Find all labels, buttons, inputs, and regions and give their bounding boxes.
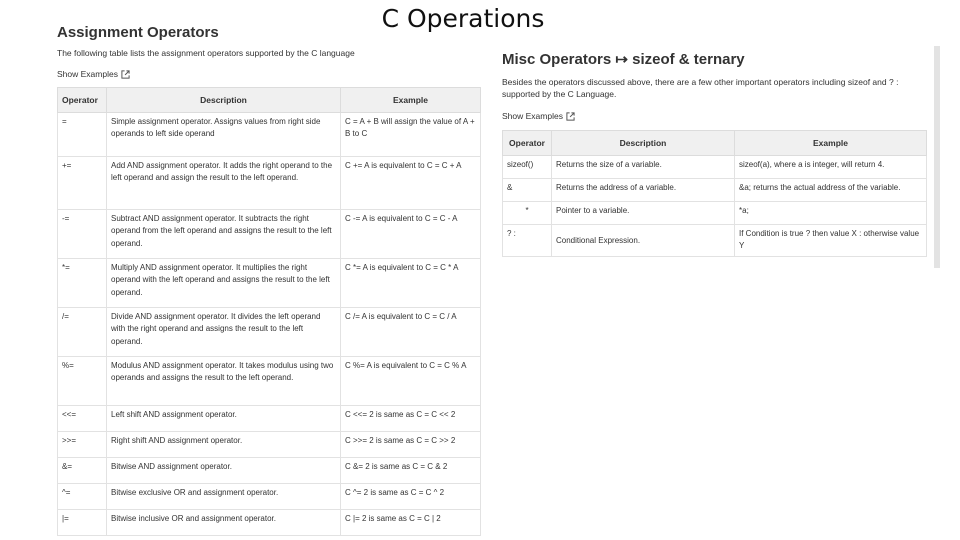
example-cell: *a;	[735, 202, 927, 225]
table-row	[58, 458, 481, 484]
slide-title: C Operations	[381, 4, 545, 33]
operator-cell: %=	[58, 357, 107, 406]
misc-operators-section	[502, 50, 926, 257]
example-cell: sizeof(a), where a is integer, will return 4.	[735, 156, 927, 179]
assignment-section-title: Assignment Operators	[57, 24, 219, 41]
table-header-example: Example	[341, 88, 481, 113]
description-cell: Right shift AND assignment operator.	[107, 432, 341, 458]
operator-cell: <<=	[58, 406, 107, 432]
table-row	[58, 510, 481, 536]
example-cell: &a; returns the actual address of the variable.	[735, 179, 927, 202]
description-cell: Returns the address of a variable.	[552, 179, 735, 202]
operator-cell: *=	[58, 259, 107, 308]
operator-cell: >>=	[58, 432, 107, 458]
example-cell: C = A + B will assign the value of A + B to C	[341, 113, 481, 157]
example-cell: C -= A is equivalent to C = C - A	[341, 210, 481, 259]
assignment-show-examples-link[interactable]	[57, 69, 130, 79]
table-row	[58, 406, 481, 432]
table-header-description: Description	[107, 88, 341, 113]
table-row	[503, 179, 927, 202]
description-cell: Returns the size of a variable.	[552, 156, 735, 179]
example-cell: C /= A is equivalent to C = C / A	[341, 308, 481, 357]
description-cell: Modulus AND assignment operator. It takes modulus using two operands and assigns the result to the left operand.	[107, 357, 341, 406]
description-cell: Bitwise inclusive OR and assignment operator.	[107, 510, 341, 536]
example-cell: If Condition is true ? then value X : otherwise value Y	[735, 225, 927, 257]
table-row	[503, 225, 927, 257]
operator-cell: /=	[58, 308, 107, 357]
assignment-show-examples-label: Show Examples	[57, 69, 118, 79]
assignment-section-desc: The following table lists the assignment operators supported by the C language	[57, 48, 355, 58]
description-cell: Simple assignment operator. Assigns values from right side operands to left side operand	[107, 113, 341, 157]
table-row	[503, 156, 927, 179]
example-cell: C ^= 2 is same as C = C ^ 2	[341, 484, 481, 510]
scrollbar[interactable]	[934, 46, 940, 268]
example-cell: C %= A is equivalent to C = C % A	[341, 357, 481, 406]
operator-cell: ^=	[58, 484, 107, 510]
table-header-example: Example	[735, 131, 927, 156]
description-cell: Bitwise AND assignment operator.	[107, 458, 341, 484]
description-cell: Left shift AND assignment operator.	[107, 406, 341, 432]
description-cell: Add AND assignment operator. It adds the right operand to the left operand and assign the result to the left operand.	[107, 157, 341, 210]
operator-cell: &	[503, 179, 552, 202]
table-header-operator: Operator	[58, 88, 107, 113]
table-row	[58, 357, 481, 406]
table-row	[58, 484, 481, 510]
table-row	[58, 259, 481, 308]
misc-operators-table	[502, 130, 927, 257]
example-cell: C >>= 2 is same as C = C >> 2	[341, 432, 481, 458]
operator-cell: &=	[58, 458, 107, 484]
description-cell: Conditional Expression.	[552, 225, 735, 257]
external-link-icon	[566, 112, 575, 121]
assignment-operators-table	[57, 87, 481, 536]
misc-show-examples-label: Show Examples	[502, 111, 563, 121]
misc-show-examples-link[interactable]	[502, 111, 575, 121]
table-row	[58, 210, 481, 259]
operator-cell: *	[503, 202, 552, 225]
example-cell: C |= 2 is same as C = C | 2	[341, 510, 481, 536]
external-link-icon	[121, 70, 130, 79]
misc-section-desc: Besides the operators discussed above, there are a few other important operators including sizeof and ? : supported by the C Language.	[502, 77, 899, 99]
description-cell: Divide AND assignment operator. It divides the left operand with the right operand and assigns the result to the left operand.	[107, 308, 341, 357]
table-row	[58, 113, 481, 157]
table-row	[58, 157, 481, 210]
assignment-operators-section	[57, 24, 480, 536]
description-cell: Bitwise exclusive OR and assignment operator.	[107, 484, 341, 510]
table-header-operator: Operator	[503, 131, 552, 156]
description-cell: Pointer to a variable.	[552, 202, 735, 225]
operator-cell: =	[58, 113, 107, 157]
example-cell: C += A is equivalent to C = C + A	[341, 157, 481, 210]
example-cell: C <<= 2 is same as C = C << 2	[341, 406, 481, 432]
operator-cell: |=	[58, 510, 107, 536]
description-cell: Subtract AND assignment operator. It subtracts the right operand from the left operand and assigns the result to the left operand.	[107, 210, 341, 259]
table-header-description: Description	[552, 131, 735, 156]
table-row	[58, 308, 481, 357]
example-cell: C &= 2 is same as C = C & 2	[341, 458, 481, 484]
example-cell: C *= A is equivalent to C = C * A	[341, 259, 481, 308]
operator-cell: +=	[58, 157, 107, 210]
table-row	[58, 432, 481, 458]
table-row	[503, 202, 927, 225]
operator-cell: -=	[58, 210, 107, 259]
misc-section-title: Misc Operators ↦ sizeof & ternary	[502, 51, 745, 68]
operator-cell: ? :	[503, 225, 552, 257]
operator-cell: sizeof()	[503, 156, 552, 179]
description-cell: Multiply AND assignment operator. It multiplies the right operand with the left operand and assigns the result to the left operand.	[107, 259, 341, 308]
